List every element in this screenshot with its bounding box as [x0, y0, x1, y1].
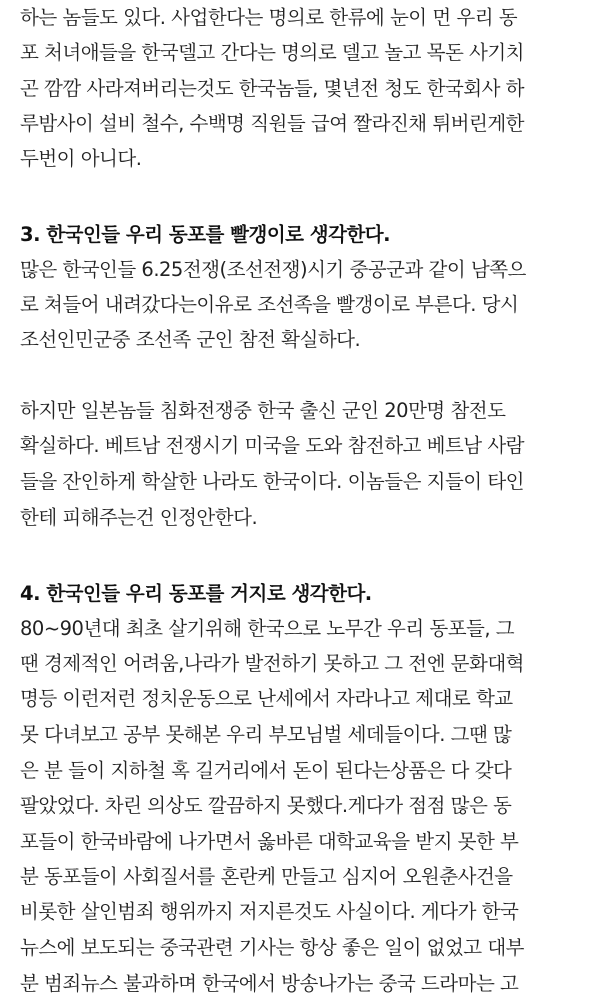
text-line: 포 처녀애들을 한국델고 간다는 명의로 델고 놀고 목돈 사기치 [20, 41, 525, 64]
text-line: 명등 이런저런 정치운동으로 난세에서 자라나고 제대로 학교 [20, 687, 513, 710]
text-line: 한테 피해주는건 인정안한다. [20, 506, 258, 529]
text-line: 확실하다. 베트남 전쟁시기 미국을 도와 참전하고 베트남 사람 [20, 434, 525, 457]
text-line: 하지만 일본놈들 침화전쟁중 한국 출신 군인 20만명 참전도 [20, 399, 506, 422]
text-line: 두번이 아니다. [20, 147, 142, 170]
text-line: 많은 한국인들 6.25전쟁(조선전쟁)시기 중공군과 같이 남쪽으 [20, 258, 526, 281]
text-line: 로 쳐들어 내려갔다는이유로 조선족을 빨갱이로 부른다. 당시 [20, 293, 519, 316]
text-line: 곤 깜깜 사라져버리는것도 한국놈들, 몇년전 청도 한국회사 하 [20, 77, 525, 100]
text-line: 하는 놈들도 있다. 사업한다는 명의로 한류에 눈이 먼 우리 동 [20, 6, 518, 29]
text-line: 뉴스에 보도되는 중국관련 기사는 항상 좋은 일이 없었고 대부 [20, 936, 525, 959]
text-line: 분 동포들이 사회질서를 혼란케 만들고 심지어 오원춘사건을 [20, 865, 513, 888]
text-line: 비롯한 살인범죄 행위까지 저지른것도 사실이다. 게다가 한국 [20, 900, 519, 923]
text-line: 80~90년대 최초 살기위해 한국으로 노무간 우리 동포들, 그 [20, 617, 515, 640]
text-line: 조선인민군중 조선족 군인 참전 확실하다. [20, 328, 361, 351]
text-line: 은 분 들이 지하철 혹 길거리에서 돈이 된다는상품은 다 갖다 [20, 759, 512, 782]
text-line: 땐 경제적인 어려움,나라가 발전하기 못하고 그 전엔 문화대혁 [20, 652, 525, 675]
section-heading-4: 4. 한국인들 우리 동포를 거지로 생각한다. [20, 582, 372, 605]
text-line: 루밤사이 설비 철수, 수백명 직원들 급여 짤라진채 튀버린게한 [20, 112, 525, 135]
text-line: 분 범죄뉴스 불과하며 한국에서 방송나가는 중국 드라마는 고 [20, 972, 519, 995]
text-line: 팔았었다. 차린 의상도 깔끔하지 못했다.게다가 점점 많은 동 [20, 794, 512, 817]
section-heading-3: 3. 한국인들 우리 동포를 빨갱이로 생각한다. [20, 223, 391, 246]
text-line: 들을 잔인하게 학살한 나라도 한국이다. 이놈들은 지들이 타인 [20, 470, 525, 493]
text-line: 못 다녀보고 공부 못해본 우리 부모님벌 세데들이다. 그땐 많 [20, 723, 512, 746]
text-line: 포들이 한국바람에 나가면서 옳바른 대학교육을 받지 못한 부 [20, 830, 519, 853]
